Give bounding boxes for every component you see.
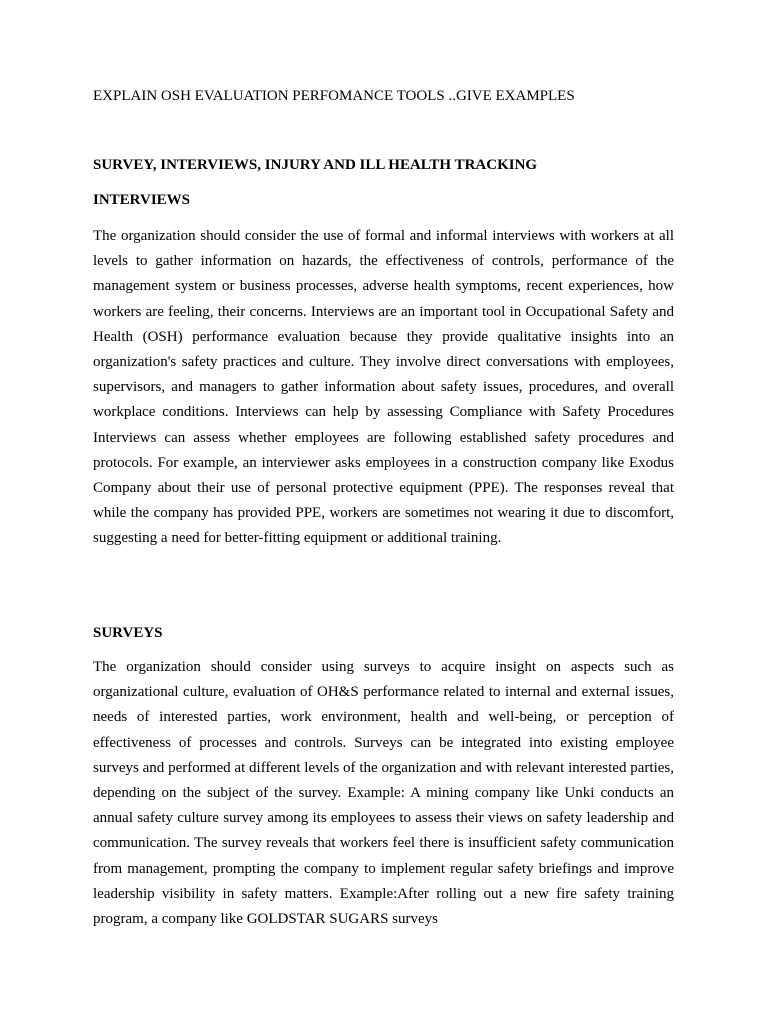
section-body-surveys: The organization should consider using surveys to acquire insight on aspects such as organizational culture, evaluation of OH&S performance related to internal and external issues, needs of interested parties, work environment, health and well-being, or perception of effectiveness of processes and controls. Surveys can be integrated into existing employee surveys and performed at different levels of the organization and with relevant interested parties, depending on the subject of the survey. Example: A mining company like Unki conducts an annual safety culture survey among its employees to assess their views on safety leadership and communication. The survey reveals that workers feel there is insufficient safety communication from management, prompting the company to implement regular safety briefings and improve leadership visibility in safety matters. Example:After rolling out a new fire safety training program, a company like GOLDSTAR SUGARS surveys bbox=[93, 659, 674, 928]
main-heading: SURVEY, INTERVIEWS, INJURY AND ILL HEALTH TRACKING bbox=[93, 157, 538, 173]
section-body-interviews: The organization should consider the use of formal and informal interviews with workers at all levels to gather information on hazards, the effectiveness of controls, performance of the management system or business processes, adverse health symptoms, recent experiences, how workers are feeling, their concerns. Interviews are an important tool in Occupational Safety and Health (OSH) performance evaluation because they provide qualitative insights into an organization's safety practices and culture. They involve direct conversations with employees, supervisors, and managers to gather information about safety issues, procedures, and overall workplace conditions. Interviews can help by assessing Compliance with Safety Procedures Interviews can assess whether employees are following established safety procedures and protocols. For example, an interviewer asks employees in a construction company like Exodus Company about their use of personal protective equipment (PPE). The responses reveal that while the company has provided PPE, workers are sometimes not wearing it due to discomfort, suggesting a need for better-fitting equipment or additional training. bbox=[93, 228, 674, 547]
document-title: EXPLAIN OSH EVALUATION PERFOMANCE TOOLS ..GIVE EXAMPLES bbox=[93, 88, 575, 104]
section-heading-interviews: INTERVIEWS bbox=[93, 192, 191, 208]
section-heading-surveys: SURVEYS bbox=[93, 625, 163, 641]
